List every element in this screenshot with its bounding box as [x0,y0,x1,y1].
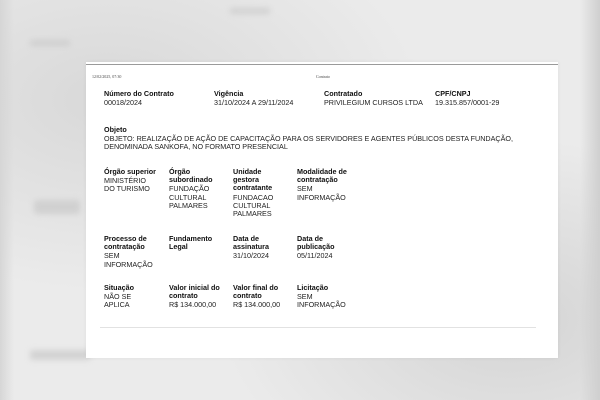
print-title: Contrato [316,74,330,79]
field-value: FUNDAÇÃO CULTURAL PALMARES [169,184,210,210]
field-value: OBJETO: REALIZAÇÃO DE AÇÃO DE CAPACITAÇÃO PARA OS SERVIDORES E AGENTES PÚBLICOS DESTA FUNDAÇÃO, DENOMINADA SANKOFA, NO FORMATO PRESENCIAL [104,134,513,152]
field-label: Data de publicação [297,234,335,252]
right-edge-shade [580,0,600,400]
field-value: SEM INFORMAÇÃO [297,184,346,202]
field-numero-contrato [104,90,174,107]
field-unidade-gestora [233,168,273,218]
field-label: Data de assinatura [233,234,269,252]
field-orgao-superior [104,168,156,194]
field-processo [104,235,153,269]
blurred-background-text [30,350,90,360]
field-value: SEM INFORMAÇÃO [297,292,346,310]
field-orgao-subordinado [169,168,213,210]
field-value: 00018/2024 [104,98,142,108]
print-timestamp: 12/02/2025, 07:30 [92,74,122,79]
field-value: SEM INFORMAÇÃO [104,251,153,269]
field-value: NÃO SE APLICA [104,292,132,310]
page-bottom-rule [100,327,536,328]
field-licitacao [297,284,346,310]
field-label: Situação [104,283,134,292]
field-modalidade [297,168,347,202]
page-top-rule [86,64,558,65]
field-label: Vigência [214,89,244,98]
left-edge-shade [0,0,14,400]
field-label: Órgão subordinado [169,167,213,185]
field-value: 31/10/2024 [233,251,269,261]
field-label: Valor inicial do contrato [169,283,220,301]
field-label: Número do Contrato [104,89,174,98]
field-valor-inicial [169,284,220,310]
field-objeto [104,126,544,152]
field-value: 19.315.857/0001-29 [435,98,500,108]
field-label: Valor final do contrato [233,283,279,301]
field-fundamento-legal [169,235,212,252]
field-situacao [104,284,134,310]
field-value: 31/10/2024 A 29/11/2024 [214,98,294,108]
field-value: R$ 134.000,00 [233,300,281,310]
field-value: R$ 134.000,00 [169,300,217,310]
blurred-background-text [230,8,270,14]
field-label: Fundamento Legal [169,234,213,252]
blurred-background-text [30,40,70,46]
field-data-assinatura [233,235,269,261]
field-value: MINISTÉRIO DO TURISMO [104,176,150,194]
field-vigencia [214,90,293,107]
field-label: Objeto [104,125,127,134]
field-value: FUNDACAO CULTURAL PALMARES [233,192,274,219]
field-data-publicacao [297,235,335,261]
field-label: Unidade gestora contratante [233,167,273,193]
field-cpf-cnpj [435,90,499,107]
field-label: Processo de contratação [104,234,147,252]
field-label: Modalidade de contratação [297,167,347,185]
field-valor-final [233,284,280,310]
field-contratado [324,90,423,107]
field-label: Órgão superior [104,167,156,176]
blurred-background-text [34,200,80,214]
field-label: Contratado [324,89,363,98]
field-value: 05/11/2024 [297,251,333,261]
field-value: PRIVILEGIUM CURSOS LTDA [324,98,423,108]
field-label: Licitação [297,283,329,292]
field-label: CPF/CNPJ [435,89,471,98]
